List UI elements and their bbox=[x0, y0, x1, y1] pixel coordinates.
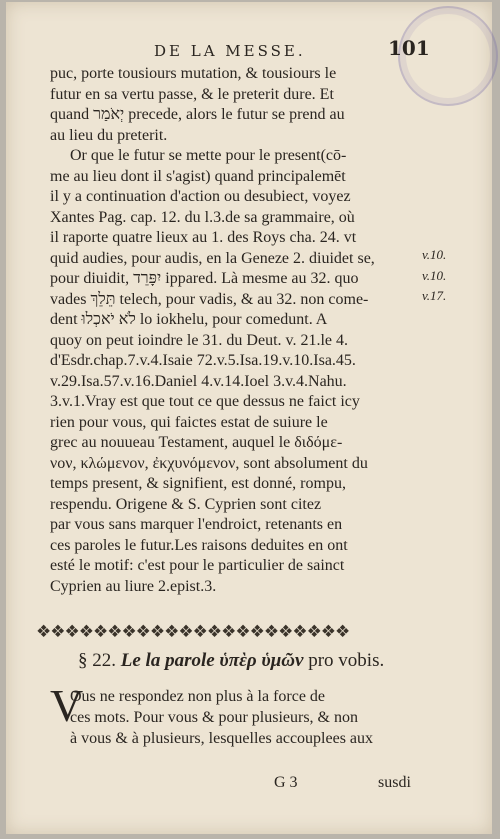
text-line: il y a continuation d'action ou desubiect, voyez bbox=[50, 188, 351, 205]
text-line: v.29.Isa.57.v.16.Daniel 4.v.14.Ioel 3.v.4.Nahu. bbox=[50, 372, 347, 390]
text-line: ces paroles le futur.Les raisons deduites en ont bbox=[50, 536, 348, 554]
text-line: vades תֵּלֵךְ telech, pour vadis, & au 32. non come- bbox=[50, 290, 369, 308]
text-line: temps present, & signifient, est donné, rompu, bbox=[50, 475, 346, 492]
text-line: il raporte quatre lieux au 1. des Roys cha. 24. vt bbox=[50, 229, 357, 246]
text-line: pour diuidit, יִפָּרֵד ippared. Là mesme au 32. quo bbox=[50, 270, 359, 287]
section-title-rest: pro vobis. bbox=[308, 650, 385, 671]
text-line: au lieu du preterit. bbox=[50, 126, 168, 144]
text-line: Ous ne respondez non plus à la force de bbox=[70, 688, 326, 705]
ornamental-divider: ❖❖❖❖❖❖❖❖❖❖❖❖❖❖❖❖❖❖❖❖❖❖ bbox=[36, 622, 350, 642]
drop-cap: V bbox=[50, 680, 84, 731]
text-line: grec au nouueau Testament, auquel le διδόμε- bbox=[50, 434, 343, 451]
text-line: Or que le futur se mette pour le present(cō- bbox=[70, 147, 347, 164]
margin-note: v.10. bbox=[422, 267, 447, 283]
main-text bbox=[50, 64, 416, 597]
text-line: respendu. Origene & S. Cyprien sont citez bbox=[50, 495, 322, 513]
section-text bbox=[50, 680, 420, 749]
text-line: futur en sa vertu passe, & le preterit dure. Et bbox=[50, 85, 334, 103]
text-line: 3.v.1.Vray est que tout ce que dessus ne faict icy bbox=[50, 393, 360, 410]
signature-mark: G 3 bbox=[274, 774, 298, 791]
text-line: Cyprien au liure 2.epist.3. bbox=[50, 577, 217, 595]
text-line: rien pour vous, qui faictes estat de suiure le bbox=[50, 413, 328, 431]
book-page bbox=[6, 2, 492, 834]
text-line: puc, porte tousiours mutation, & tousiours le bbox=[50, 65, 337, 82]
text-line: par vous sans marquer l'endroict, retenants en bbox=[50, 516, 343, 533]
page-number: 101 bbox=[388, 36, 430, 60]
catchword: susdi bbox=[378, 774, 411, 791]
text-line: d'Esdr.chap.7.v.4.Isaie 72.v.5.Isa.19.v.10.Isa.45. bbox=[50, 352, 356, 369]
section-mark: § 22. bbox=[78, 650, 116, 671]
text-line: Xantes Pag. cap. 12. du l.3.de sa grammaire, où bbox=[50, 208, 355, 226]
text-line: à vous & à plusieurs, lesquelles accouplees aux bbox=[70, 730, 374, 747]
margin-note: v.17. bbox=[422, 288, 447, 303]
margin-note: v.10. bbox=[422, 247, 447, 262]
text-line: quid audies, pour audis, en la Geneze 2. diuidet se, bbox=[50, 249, 375, 267]
text-line: ces mots. Pour vous & pour plusieurs, & non bbox=[70, 709, 358, 726]
page-header bbox=[6, 36, 492, 66]
section-title: Le la parole ὑπὲρ ὑμῶν bbox=[120, 650, 304, 671]
text-line: quand יְאֹמַר precede, alors le futur se prend au bbox=[50, 106, 345, 123]
text-line: quoy on peut ioindre le 31. du Deut. v. 21.le 4. bbox=[50, 331, 349, 349]
page-footer bbox=[6, 774, 492, 798]
running-title: DE LA MESSE. bbox=[154, 42, 306, 60]
margin-notes bbox=[422, 245, 486, 307]
text-line: νον, κλώμενον, ἐκχυνόμενον, sont absolument du bbox=[50, 454, 368, 472]
section-heading bbox=[78, 650, 418, 672]
text-line: esté le motif: c'est pour le particulier de sainct bbox=[50, 557, 345, 574]
text-line: me au lieu dont il s'agist) quand principalemēt bbox=[50, 167, 346, 185]
text-line: dent לֹא יֹאכְלוּ lo iokhelu, pour comedunt. A bbox=[50, 311, 328, 328]
